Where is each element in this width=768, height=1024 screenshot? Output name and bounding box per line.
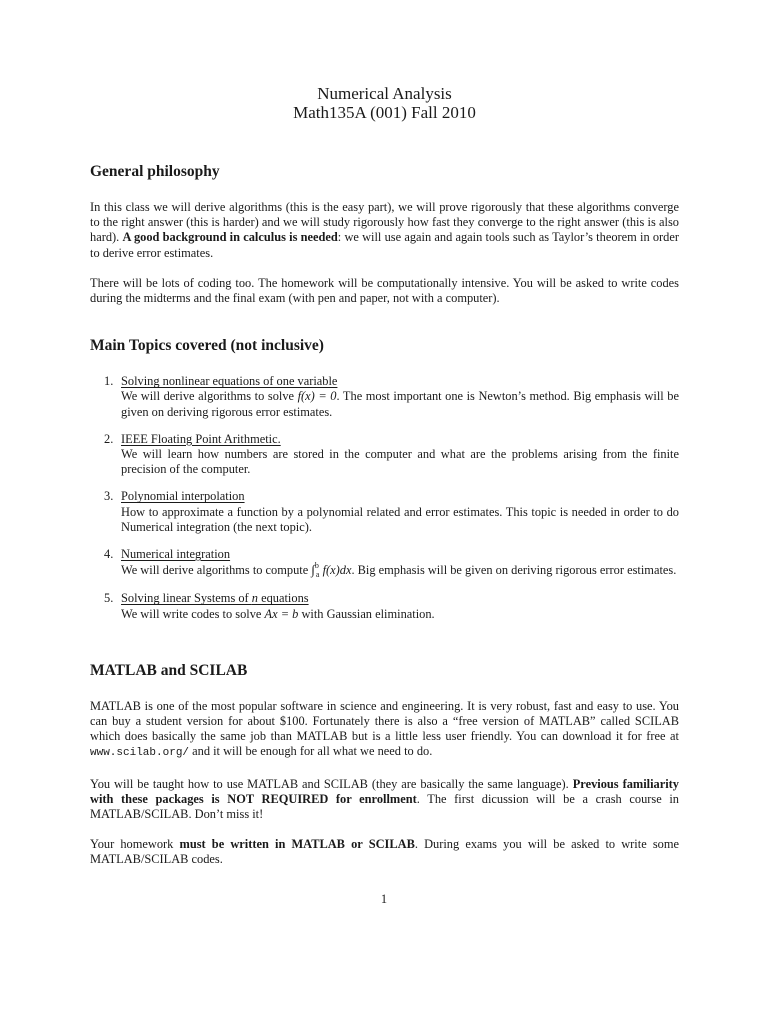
topic-description: We will write codes to solve Ax = b with Gaussian elimination.	[121, 606, 435, 621]
matlab-paragraph-3: Your homework must be written in MATLAB or SCILAB. During exams you will be asked to write some MATLAB/SCILAB codes.	[90, 837, 679, 867]
document-title: Numerical Analysis	[317, 84, 452, 103]
topic-title: Polynomial interpolation	[121, 489, 245, 504]
topic-item: 2. IEEE Floating Point Arithmetic. We will learn how numbers are stored in the computer and what are the problems arising from the finite precision of the computer.	[104, 431, 679, 477]
calculus-emphasis: A good background in calculus is needed	[122, 230, 338, 245]
section-heading-philosophy: General philosophy	[90, 163, 220, 180]
title-block	[90, 84, 679, 122]
scilab-url: www.scilab.org/	[90, 747, 190, 760]
topic-item: 5. Solving linear Systems of n equations We will write codes to solve Ax = b with Gaussian elimination.	[90, 591, 679, 621]
not-required-emphasis: Previous familiarity with these packages is NOT REQUIRED for enrollment	[90, 776, 679, 806]
topic-description: We will derive algorithms to compute ∫$^b_a$ f(x)dx. Big emphasis will be given on deriving rigorous error estimates.	[121, 561, 677, 580]
topic-title: Solving nonlinear equations of one variable	[121, 374, 338, 389]
topic-item: 1. Solving nonlinear equations of one variable We will derive algorithms to solve f(x) = 0. The most important one is Newton’s method. Big emphasis will be given on deriving rigorous error estimates.	[104, 374, 679, 419]
topic-item: 3. Polynomial interpolation How to approximate a function by a polynomial related and error estimates. This topic is needed in order to do Numerical integration (the next topic).	[104, 489, 679, 534]
topics-list	[90, 374, 679, 622]
topic-title: Solving linear Systems of n equations	[121, 591, 309, 606]
document-page	[90, 84, 679, 868]
topic-title: Numerical integration	[121, 547, 231, 562]
topic-description: We will learn how numbers are stored in the computer and what are the problems arising from the finite precision of the computer.	[121, 447, 679, 477]
integral-expression: ∫$^b_a$ f(x)dx	[311, 561, 352, 580]
homework-language-emphasis: must be written in MATLAB or SCILAB	[179, 837, 415, 852]
topic-description: How to approximate a function by a polynomial related and error estimates. This topic is needed in order to do Numerical integration (the next topic).	[121, 504, 679, 534]
topic-item: 4. Numerical integration We will derive algorithms to compute ∫$^b_a$ f(x)dx. Big emphasis will be given on deriving rigorous error estimates.	[90, 547, 679, 579]
philosophy-paragraph-1: In this class we will derive algorithms (this is the easy part), we will prove rigorously that these algorithms converge to the right answer (this is harder) and we will study rigorously how fast they converge to the right answer (this is also hard). A good background in calculus is needed: we will use again and again tools such as Taylor’s theorem in order to derive error estimates.	[90, 200, 679, 260]
topic-title: IEEE Floating Point Arithmetic.	[121, 431, 281, 446]
document-subtitle: Math135A (001) Fall 2010	[293, 103, 476, 122]
page-number: 1	[380, 892, 388, 906]
philosophy-paragraph-2: There will be lots of coding too. The homework will be computationally intensive. You will be asked to write codes during the midterms and the final exam (with pen and paper, not with a computer).	[90, 275, 679, 306]
section-heading-matlab: MATLAB and SCILAB	[90, 661, 248, 679]
section-heading-topics: Main Topics covered (not inclusive)	[90, 337, 324, 355]
matlab-paragraph-2: You will be taught how to use MATLAB and SCILAB (they are basically the same language). Previous familiarity with these packages is NOT REQUIRED for enrollment. The first dicussion will be a crash course in MATLAB/SCILAB. Don’t miss it!	[90, 776, 679, 822]
matlab-paragraph-1: MATLAB is one of the most popular software in science and engineering. It is very robust, fast and easy to use. You can buy a student version for about $100. Fortunately there is also a “free version of MATLAB” called SCILAB which does basically the same job than MATLAB but is a little less user friendly. You can download it for free at www.scilab.org/ and it will be enough for all what we need to do.	[90, 698, 679, 760]
topic-description: We will derive algorithms to solve f(x) = 0. The most important one is Newton’s method. Big emphasis will be given on deriving rigorous error estimates.	[121, 389, 679, 419]
